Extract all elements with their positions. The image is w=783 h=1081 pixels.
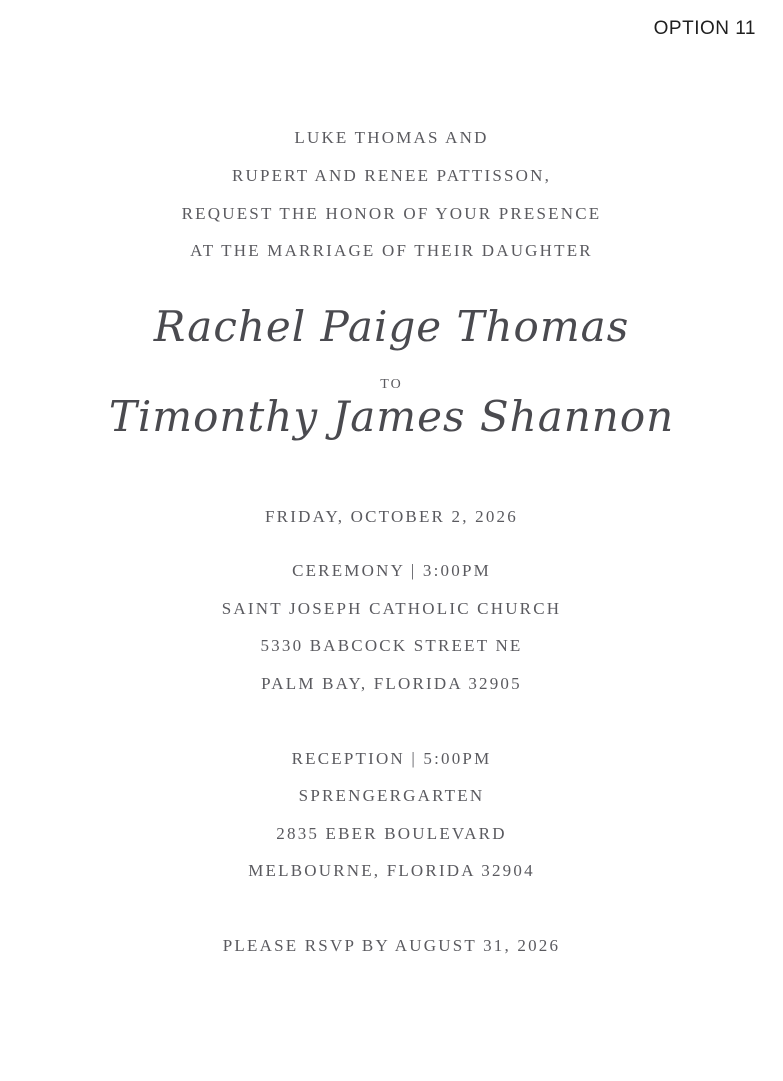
rsvp-line: PLEASE RSVP BY AUGUST 31, 2026 (222, 936, 561, 955)
reception-heading: RECEPTION | 5:00PM (291, 749, 492, 768)
reception-venue: SPRENGERGARTEN (298, 786, 485, 805)
connector-word: TO (380, 377, 403, 392)
ceremony-venue: SAINT JOSEPH CATHOLIC CHURCH (221, 599, 562, 618)
option-label: OPTION 11 (653, 18, 756, 39)
reception-street: 2835 EBER BOULEVARD (276, 824, 507, 843)
host-line-4: AT THE MARRIAGE OF THEIR DAUGHTER (190, 241, 593, 260)
host-line-3: REQUEST THE HONOR OF YOUR PRESENCE (181, 204, 602, 223)
host-line-1: LUKE THOMAS AND (294, 128, 489, 147)
bride-name: Rachel Paige Thomas (153, 302, 630, 351)
ceremony-heading: CEREMONY | 3:00PM (292, 561, 491, 580)
reception-city: MELBOURNE, FLORIDA 32904 (248, 861, 535, 880)
ceremony-city: PALM BAY, FLORIDA 32905 (261, 674, 522, 693)
ceremony-street: 5330 BABCOCK STREET NE (260, 636, 523, 655)
groom-name: Timonthy James Shannon (108, 392, 675, 441)
host-line-2: RUPERT AND RENEE PATTISSON, (231, 166, 552, 185)
event-date: FRIDAY, OCTOBER 2, 2026 (265, 507, 518, 526)
